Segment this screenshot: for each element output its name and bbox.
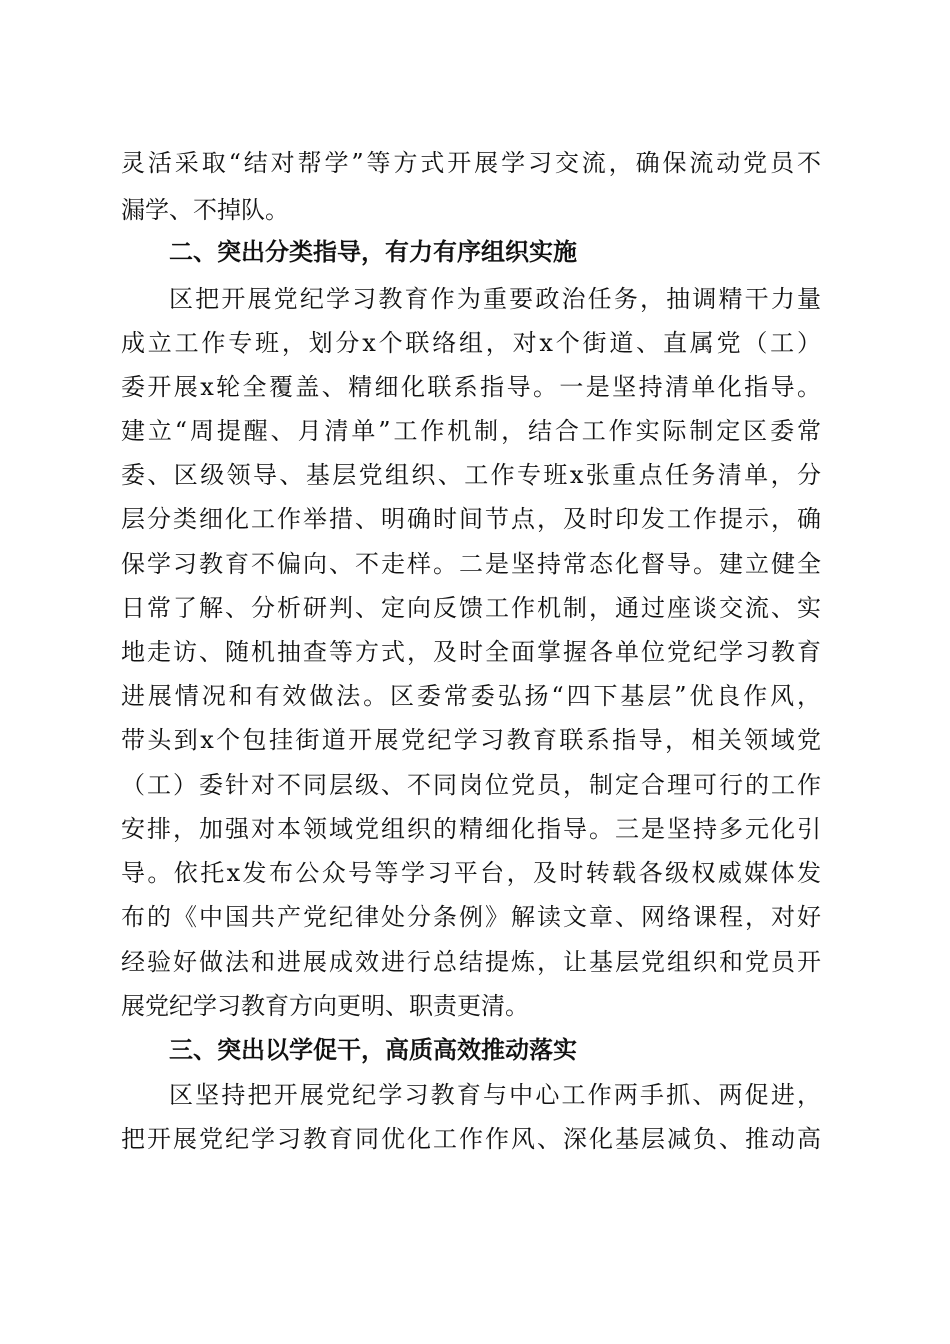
body-line: 地走访、随机抽查等方式，及时全面掌握各单位党纪学习教育 <box>121 638 821 666</box>
body-line: 布的《中国共产党纪律处分条例》解读文章、网络课程，对好 <box>121 903 821 931</box>
paragraph-first-line: 区坚持把开展党纪学习教育与中心工作两手抓、两促进， <box>169 1081 821 1109</box>
body-line: 灵活采取“结对帮学”等方式开展学习交流，确保流动党员不 <box>121 149 821 177</box>
body-line: 委、区级领导、基层党组织、工作专班x张重点任务清单，分 <box>121 461 821 489</box>
body-line: 带头到x个包挂街道开展党纪学习教育联系指导，相关领域党 <box>121 726 821 754</box>
body-line: 层分类细化工作举措、明确时间节点，及时印发工作提示，确 <box>121 505 821 533</box>
paragraph-first-line: 区把开展党纪学习教育作为重要政治任务，抽调精干力量 <box>169 285 821 313</box>
section-heading-3: 三、突出以学促干，高质高效推动落实 <box>169 1036 577 1064</box>
body-line: 经验好做法和进展成效进行总结提炼，让基层党组织和党员开 <box>121 948 821 976</box>
section-heading-2: 二、突出分类指导，有力有序组织实施 <box>169 238 577 266</box>
body-line: 安排，加强对本领域党组织的精细化指导。三是坚持多元化引 <box>121 815 821 843</box>
body-line: 把开展党纪学习教育同优化工作作风、深化基层减负、推动高 <box>121 1125 821 1153</box>
body-line: 委开展x轮全覆盖、精细化联系指导。一是坚持清单化指导。 <box>121 373 821 401</box>
body-line: 展党纪学习教育方向更明、职责更清。 <box>121 992 529 1020</box>
body-line: 漏学、不掉队。 <box>121 196 289 224</box>
body-line: 进展情况和有效做法。区委常委弘扬“四下基层”优良作风， <box>121 682 821 710</box>
body-line: 保学习教育不偏向、不走样。二是坚持常态化督导。建立健全 <box>121 550 821 578</box>
body-line: （工）委针对不同层级、不同岗位党员，制定合理可行的工作 <box>121 771 821 799</box>
body-line: 成立工作专班，划分x个联络组，对x个街道、直属党（工） <box>121 329 821 357</box>
body-line: 导。依托x发布公众号等学习平台，及时转载各级权威媒体发 <box>121 859 821 887</box>
body-line: 建立“周提醒、月清单”工作机制，结合工作实际制定区委常 <box>121 417 821 445</box>
body-line: 日常了解、分析研判、定向反馈工作机制，通过座谈交流、实 <box>121 594 821 622</box>
